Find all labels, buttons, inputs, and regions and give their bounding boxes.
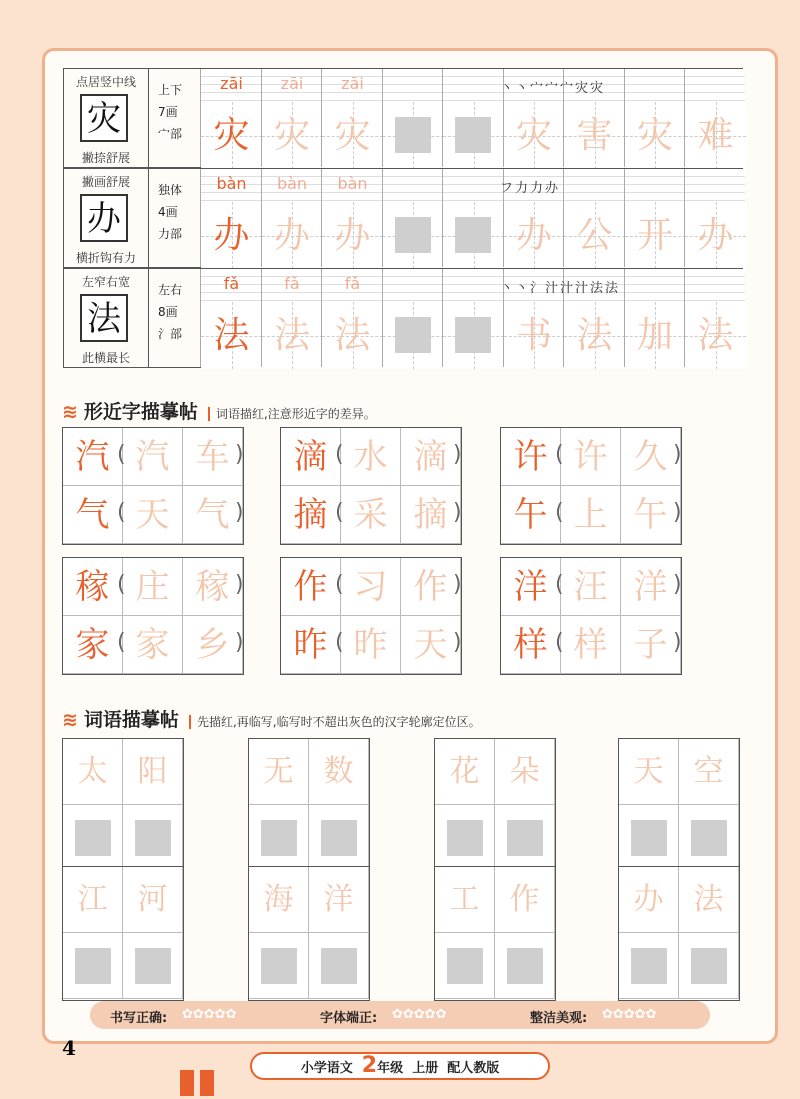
word-char: 办 (697, 215, 734, 256)
gray-outline (447, 820, 483, 856)
pinyin-line (383, 69, 443, 103)
practice-column (261, 269, 322, 367)
practice-char: 灾 (213, 115, 250, 156)
similar-char[interactable]: 许 (561, 428, 621, 486)
practice-cells (200, 169, 742, 267)
word-trace-char[interactable]: 无 (249, 739, 309, 805)
word-trace-char[interactable]: 太 (63, 739, 123, 805)
pinyin-line (443, 269, 503, 303)
similar-char: 摘 (281, 486, 341, 544)
practice-column (442, 169, 503, 267)
practice-char: 法 (213, 315, 250, 356)
gray-outline (261, 948, 297, 984)
similar-char: 午 (501, 486, 561, 544)
pinyin: fǎ (284, 274, 300, 293)
word-trace-char[interactable]: 花 (435, 739, 495, 805)
section-note: 先描红,再临写,临写时不超出灰色的汉字轮廓定位区。 (189, 715, 481, 729)
meta-strokes: 7画 (158, 105, 178, 119)
word-copy-cell[interactable] (679, 805, 739, 871)
word-char: 书 (515, 315, 552, 356)
paren-close: ) (673, 442, 682, 467)
stroke-order: 丶丶宀宀宀灾灾 (500, 81, 606, 96)
gray-outline (455, 317, 491, 353)
practice-char: 灾 (273, 115, 310, 156)
similar-char[interactable]: 乡 (183, 616, 243, 674)
big-char: 法 (80, 294, 128, 342)
section-note: 词语描红,注意形近字的差异。 (208, 407, 376, 421)
practice-column (200, 269, 261, 367)
similar-group (62, 427, 244, 545)
rating-bar (90, 1001, 710, 1029)
stroke-order: フ力力办 (500, 181, 561, 196)
gray-outline (507, 820, 543, 856)
similar-char[interactable]: 汽 (123, 428, 183, 486)
pinyin-line (564, 169, 624, 203)
word-practice-box (434, 866, 556, 1001)
big-char: 办 (80, 194, 128, 242)
paren-close: ) (453, 500, 462, 525)
pinyin: zāi (341, 74, 364, 93)
paren-open: ( (555, 630, 564, 655)
row-info (64, 269, 149, 367)
word-char: 害 (576, 115, 613, 156)
meta-strokes: 4画 (158, 205, 178, 219)
similar-char[interactable]: 车 (183, 428, 243, 486)
paren-close: ) (453, 572, 462, 597)
word-char: 难 (697, 115, 734, 156)
section-similar-title: ≋ 形近字描摹帖 词语描红,注意形近字的差异。 (62, 401, 376, 423)
char-row (63, 68, 743, 168)
rating-clean-stars[interactable]: ✿✿✿✿✿ (602, 1007, 657, 1022)
tip-top: 点居竖中线 (75, 75, 136, 89)
pinyin-line (625, 169, 685, 203)
similar-char[interactable]: 稼 (183, 558, 243, 616)
word-practice-box (62, 866, 184, 1001)
similar-char[interactable]: 家 (123, 616, 183, 674)
pinyin-line (625, 69, 685, 103)
meta-struct: 独体 (158, 183, 183, 197)
practice-column (624, 69, 685, 167)
paren-open: ( (117, 442, 126, 467)
word-practice-box (434, 738, 556, 873)
practice-char: 办 (334, 215, 371, 256)
word-copy-cell[interactable] (309, 933, 369, 999)
meta-struct: 左右 (158, 283, 183, 297)
similar-char[interactable]: 水 (341, 428, 401, 486)
paren-open: ( (335, 500, 344, 525)
pinyin-line (443, 169, 503, 203)
gray-outline (691, 820, 727, 856)
tip-bottom: 此横最长 (81, 351, 130, 365)
pinyin: zāi (220, 74, 243, 93)
word-char: 开 (636, 215, 673, 256)
practice-column (624, 269, 685, 367)
rating-neat-stars[interactable]: ✿✿✿✿✿ (392, 1007, 447, 1022)
tip-top: 撇画舒展 (81, 175, 130, 189)
gray-outline (395, 317, 431, 353)
paren-close: ) (673, 500, 682, 525)
word-trace-char[interactable]: 作 (495, 867, 555, 933)
rating-clean-label: 整洁美观: (530, 1011, 588, 1026)
word-char: 办 (515, 215, 552, 256)
similar-group (62, 557, 244, 675)
practice-column (382, 69, 443, 167)
word-copy-cell[interactable] (495, 933, 555, 999)
book-info: 小学语文 2年级 上册 配人教版 (250, 1052, 550, 1080)
similar-group (500, 427, 682, 545)
wave-icon: ≋ (62, 709, 78, 731)
tip-top: 左窄右宽 (81, 275, 130, 289)
similar-char[interactable]: 子 (621, 616, 681, 674)
similar-char: 滴 (281, 428, 341, 486)
word-trace-char[interactable]: 朵 (495, 739, 555, 805)
practice-char: 法 (334, 315, 371, 356)
word-practice-box (618, 738, 740, 873)
practice-column (261, 169, 322, 267)
gray-outline (75, 948, 111, 984)
gray-outline (135, 948, 171, 984)
practice-column (200, 69, 261, 167)
word-trace-char[interactable]: 天 (619, 739, 679, 805)
practice-char: 灾 (334, 115, 371, 156)
word-trace-char[interactable]: 河 (123, 867, 183, 933)
word-trace-char[interactable]: 数 (309, 739, 369, 805)
edge-tab (180, 1070, 194, 1096)
similar-char[interactable]: 汪 (561, 558, 621, 616)
practice-char: 法 (273, 315, 310, 356)
pinyin: bàn (216, 174, 247, 193)
practice-column (382, 269, 443, 367)
pinyin-line (685, 269, 745, 303)
paren-open: ( (335, 442, 344, 467)
pinyin-line (443, 69, 503, 103)
word-trace-char[interactable]: 洋 (309, 867, 369, 933)
similar-char: 汽 (63, 428, 123, 486)
tip-bottom: 横折钩有力 (75, 251, 136, 265)
similar-char: 气 (63, 486, 123, 544)
word-trace-char[interactable]: 阳 (123, 739, 183, 805)
gray-outline (447, 948, 483, 984)
similar-char[interactable]: 上 (561, 486, 621, 544)
gray-outline (395, 117, 431, 153)
stroke-order: 丶丶氵汁汁汁法法 (500, 281, 621, 296)
big-char: 灾 (80, 94, 128, 142)
word-practice-box (618, 866, 740, 1001)
gray-outline (507, 948, 543, 984)
word-copy-cell[interactable] (123, 933, 183, 999)
word-char: 法 (697, 315, 734, 356)
word-copy-cell[interactable] (309, 805, 369, 871)
word-copy-cell[interactable] (495, 805, 555, 871)
word-char: 灾 (515, 115, 552, 156)
rating-neat-label: 字体端正: (320, 1011, 378, 1026)
word-copy-cell[interactable] (619, 805, 679, 871)
gray-outline (455, 217, 491, 253)
word-trace-char[interactable]: 江 (63, 867, 123, 933)
paren-close: ) (673, 630, 682, 655)
rating-correct-stars[interactable]: ✿✿✿✿✿ (182, 1007, 237, 1022)
meta-radical: 氵部 (158, 327, 183, 341)
word-copy-cell[interactable] (435, 933, 495, 999)
gray-outline (75, 820, 111, 856)
word-copy-cell[interactable] (435, 805, 495, 871)
similar-char[interactable]: 样 (561, 616, 621, 674)
row-info (64, 169, 149, 267)
practice-column (200, 169, 261, 267)
word-copy-cell[interactable] (123, 805, 183, 871)
similar-group (280, 427, 462, 545)
pinyin: fǎ (223, 274, 240, 293)
similar-char[interactable]: 昨 (341, 616, 401, 674)
word-trace-char[interactable]: 办 (619, 867, 679, 933)
practice-column (382, 169, 443, 267)
gray-outline (135, 820, 171, 856)
paren-close: ) (673, 572, 682, 597)
practice-char: 办 (213, 215, 250, 256)
gray-outline (261, 820, 297, 856)
paren-open: ( (335, 572, 344, 597)
similar-char[interactable]: 天 (401, 616, 461, 674)
paren-close: ) (235, 630, 244, 655)
similar-char: 洋 (501, 558, 561, 616)
paren-close: ) (235, 442, 244, 467)
gray-outline (395, 217, 431, 253)
edge-tab (200, 1070, 214, 1096)
paren-open: ( (117, 630, 126, 655)
word-char: 法 (576, 315, 613, 356)
practice-cells (200, 69, 742, 167)
gray-outline (631, 948, 667, 984)
word-copy-cell[interactable] (249, 805, 309, 871)
practice-column (321, 69, 382, 167)
similar-char[interactable]: 采 (341, 486, 401, 544)
pinyin-line (685, 169, 745, 203)
practice-column (321, 269, 382, 367)
word-copy-cell[interactable] (249, 933, 309, 999)
row-info (64, 69, 149, 167)
char-row (63, 268, 743, 368)
pinyin-line (685, 69, 745, 103)
practice-column (442, 69, 503, 167)
pinyin-line (625, 269, 685, 303)
paren-open: ( (117, 500, 126, 525)
word-practice-box (248, 866, 370, 1001)
similar-group (500, 557, 682, 675)
similar-char: 样 (501, 616, 561, 674)
practice-char: 办 (273, 215, 310, 256)
similar-char[interactable]: 庄 (123, 558, 183, 616)
word-copy-cell[interactable] (619, 933, 679, 999)
similar-char[interactable]: 摘 (401, 486, 461, 544)
similar-char[interactable]: 洋 (621, 558, 681, 616)
gray-outline (631, 820, 667, 856)
paren-open: ( (117, 572, 126, 597)
similar-char: 昨 (281, 616, 341, 674)
similar-char: 作 (281, 558, 341, 616)
section-words-title: ≋ 词语描摹帖 先描红,再临写,临写时不超出灰色的汉字轮廓定位区。 (62, 709, 481, 731)
practice-column (563, 169, 624, 267)
similar-char[interactable]: 习 (341, 558, 401, 616)
similar-char[interactable]: 滴 (401, 428, 461, 486)
similar-char: 许 (501, 428, 561, 486)
meta-struct: 上下 (158, 83, 183, 97)
page-number: 4 (62, 1036, 76, 1060)
pinyin: zāi (280, 74, 304, 93)
similar-char[interactable]: 作 (401, 558, 461, 616)
word-char: 公 (576, 215, 613, 256)
word-copy-cell[interactable] (63, 933, 123, 999)
word-trace-char[interactable]: 工 (435, 867, 495, 933)
paren-open: ( (555, 442, 564, 467)
practice-column (321, 169, 382, 267)
practice-cells (200, 269, 742, 367)
gray-outline (321, 820, 357, 856)
word-copy-cell[interactable] (63, 805, 123, 871)
word-char: 灾 (636, 115, 673, 156)
paren-open: ( (555, 572, 564, 597)
meta-radical: 宀部 (158, 127, 183, 141)
practice-column (684, 69, 745, 167)
pinyin-line (383, 169, 443, 203)
similar-char: 稼 (63, 558, 123, 616)
practice-column (684, 169, 745, 267)
similar-char[interactable]: 天 (123, 486, 183, 544)
word-copy-cell[interactable] (679, 933, 739, 999)
practice-column (684, 269, 745, 367)
meta-radical: 力部 (158, 227, 183, 241)
wave-icon: ≋ (62, 401, 78, 423)
gray-outline (691, 948, 727, 984)
word-trace-char[interactable]: 海 (249, 867, 309, 933)
word-char: 加 (636, 315, 673, 356)
similar-char[interactable]: 午 (621, 486, 681, 544)
char-row (63, 168, 743, 268)
pinyin-line (383, 269, 443, 303)
paren-close: ) (453, 630, 462, 655)
paren-close: ) (235, 500, 244, 525)
pinyin: bàn (337, 174, 368, 193)
paren-open: ( (555, 500, 564, 525)
meta-strokes: 8画 (158, 305, 178, 319)
pinyin: bàn (276, 174, 308, 193)
gray-outline (321, 948, 357, 984)
word-practice-box (248, 738, 370, 873)
paren-open: ( (335, 630, 344, 655)
paren-close: ) (453, 442, 462, 467)
word-trace-char[interactable]: 空 (679, 739, 739, 805)
word-practice-box (62, 738, 184, 873)
practice-column (261, 69, 322, 167)
practice-column (442, 269, 503, 367)
rating-correct-label: 书写正确: (110, 1011, 168, 1026)
tip-bottom: 撇捺舒展 (81, 151, 130, 165)
similar-char[interactable]: 气 (183, 486, 243, 544)
paren-close: ) (235, 572, 244, 597)
practice-column (624, 169, 685, 267)
similar-char[interactable]: 久 (621, 428, 681, 486)
gray-outline (455, 117, 491, 153)
similar-char: 家 (63, 616, 123, 674)
word-trace-char[interactable]: 法 (679, 867, 739, 933)
pinyin: fǎ (344, 274, 361, 293)
similar-group (280, 557, 462, 675)
